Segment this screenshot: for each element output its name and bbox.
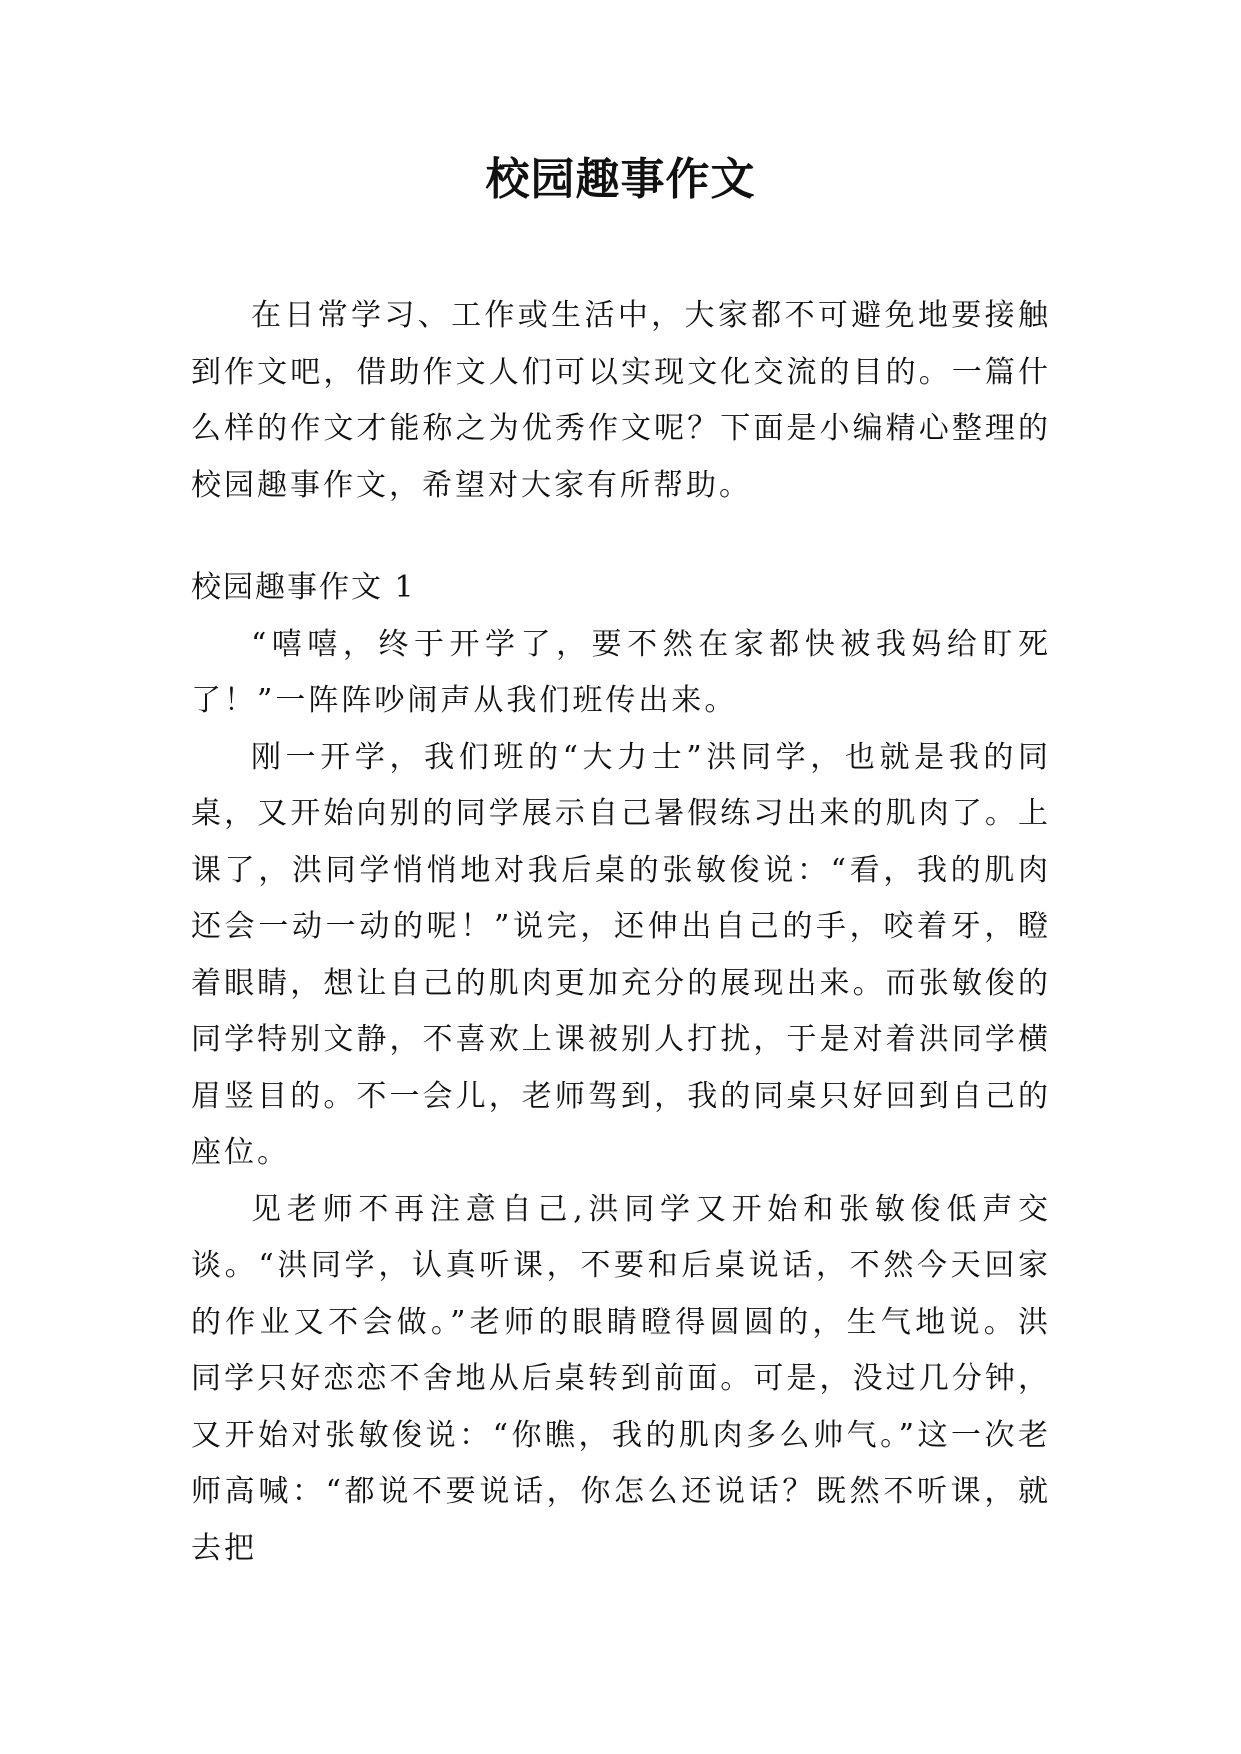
intro-paragraph: 在日常学习、工作或生活中，大家都不可避免地要接触到作文吧，借助作文人们可以实现文化交流的目的。一篇什么样的作文才能称之为优秀作文呢？下面是小编精心整理的校园趣事作文，希望对大家有所帮助。 <box>191 298 1051 503</box>
body-paragraph-1: “嘻嘻，终于开学了，要不然在家都快被我妈给盯死了！”一阵阵吵闹声从我们班传出来。 <box>191 626 1051 718</box>
intro-spacer <box>191 514 1051 560</box>
document-title: 校园趣事作文 <box>485 154 756 205</box>
document-body <box>191 288 1051 1577</box>
body-paragraph-2: 刚一开学，我们班的“大力士”洪同学，也就是我的同桌，又开始向别的同学展示自己暑假练习出来的肌肉了。上课了，洪同学悄悄地对我后桌的张敏俊说：“看，我的肌肉还会一动一动的呢！”说完，还伸出自己的手，咬着牙，瞪着眼睛，想让自己的肌肉更加充分的展现出来。而张敏俊的同学特别文静，不喜欢上课被别人打扰，于是对着洪同学横眉竖目的。不一会儿，老师驾到，我的同桌只好回到自己的座位。 <box>191 739 1051 1170</box>
body-paragraph-3: 见老师不再注意自己,洪同学又开始和张敏俊低声交谈。“洪同学，认真听课，不要和后桌说话，不然今天回家的作业又不会做。”老师的眼睛瞪得圆圆的，生气地说。洪同学只好恋恋不舍地从后桌转到前面。可是，没过几分钟，又开始对张敏俊说：“你瞧，我的肌肉多么帅气。”这一次老师高喊：“都说不要说话，你怎么还说话？既然不听课，就去把 <box>191 1191 1051 1566</box>
section-title: 校园趣事作文 1 <box>191 570 416 605</box>
